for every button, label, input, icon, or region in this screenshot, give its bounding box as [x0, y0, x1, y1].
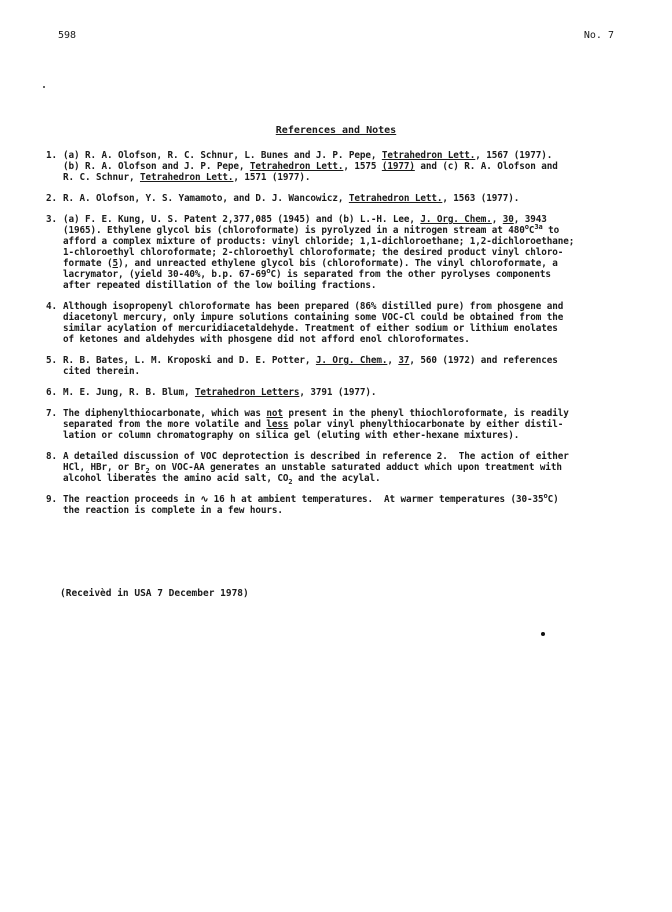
reference-number: 6. — [46, 387, 57, 398]
print-speck — [43, 86, 45, 88]
reference-number: 3. — [46, 214, 57, 225]
reference-4 — [46, 301, 636, 345]
reference-number: 8. — [46, 451, 57, 462]
reference-number: 4. — [46, 301, 57, 312]
ink-dot — [541, 632, 545, 636]
issue-number: No. 7 — [583, 30, 614, 41]
reference-text: M. E. Jung, R. B. Blum, Tetrahedron Letters, 3791 (1977). — [63, 387, 377, 398]
received-date: (Receivèd in USA 7 December 1978) — [60, 588, 249, 599]
reference-text: The diphenylthiocarbonate, which was not present in the phenyl thiochloroformate, is readily separated from the more volatile and less polar vinyl phenylthiocarbonate by either distil- lation or column chromatography on silica gel (eluting with ether-hexane mixtures). — [63, 408, 569, 441]
reference-6 — [46, 387, 636, 398]
reference-number: 9. — [46, 494, 57, 505]
reference-text: (a) R. A. Olofson, R. C. Schnur, L. Bunes and J. P. Pepe, Tetrahedron Lett., 1567 (1977). (b) R. A. Olofson and J. P. Pepe, Tetrahedron Lett., 1575 (1977) and (c) R. A. Olofson and R. C. Schnur, Tetrahedron Lett., 1571 (1977). — [63, 150, 558, 183]
references-list — [46, 150, 636, 526]
approx-symbol: ∿ — [200, 494, 209, 505]
reference-9 — [46, 491, 636, 516]
reference-8 — [46, 451, 636, 484]
page-number: 598 — [58, 30, 77, 41]
reference-7 — [46, 408, 636, 441]
reference-number: 5. — [46, 355, 57, 366]
reference-text: (a) F. E. Kung, U. S. Patent 2,377,085 (1945) and (b) L.-H. Lee, J. Org. Chem., 30, 3943 (1965). Ethylene glycol bis (chloroformate) is pyrolyzed in a nitrogen stream at $480^oC^{3a}$ to afford a complex mixture of products: vinyl chloride; 1,1-dichloroethane; 1,2-dichloroethane; 1-chloroethyl chloroformate; 2-chloroethyl chloroformate; the desired product vinyl chloro- formate (5), and unreacted ethylene glycol bis (chloroformate). The vinyl chloroformate, a lacrymator, (yield 30-40%, b.p. 67-69$^o$C) is separated from the other pyrolyses components after repeated distillation of the low boiling fractions. — [63, 214, 575, 291]
reference-text: The reaction proceeds in ∿ 16 h at ambient temperatures. At warmer temperatures (30-35$^o$C) the reaction is complete in a few hours. — [63, 491, 559, 516]
reference-2 — [46, 193, 636, 204]
section-heading: References and Notes — [275, 125, 397, 136]
reference-3 — [46, 214, 636, 291]
reference-number: 1. — [46, 150, 57, 161]
reference-1 — [46, 150, 636, 183]
reference-text: Although isopropenyl chloroformate has been prepared (86% distilled pure) from phosgene and diacetonyl mercury, only impure solutions containing some VOC-Cl could be obtained from the similar acylation of mercuridiacetaldehyde. Treatment of either sodium or lithium enolates of ketones and aldehydes with phosgene did not afford enol chloroformates. — [63, 301, 564, 345]
reference-5 — [46, 355, 636, 377]
reference-text: R. A. Olofson, Y. S. Yamamoto, and D. J. Wancowicz, Tetrahedron Lett., 1563 (1977). — [63, 193, 520, 204]
reference-number: 2. — [46, 193, 57, 204]
reference-text: A detailed discussion of VOC deprotection is described in reference 2. The action of either HCl, HBr, or $Br_2$ on VOC-AA generates an unstable saturated adduct which upon treatment with alcohol liberates the amino acid salt, $CO_2$ and the acylal. — [63, 451, 569, 486]
reference-number: 7. — [46, 408, 57, 419]
reference-text: R. B. Bates, L. M. Kroposki and D. E. Potter, J. Org. Chem., 37, 560 (1972) and references cited therein. — [63, 355, 558, 377]
